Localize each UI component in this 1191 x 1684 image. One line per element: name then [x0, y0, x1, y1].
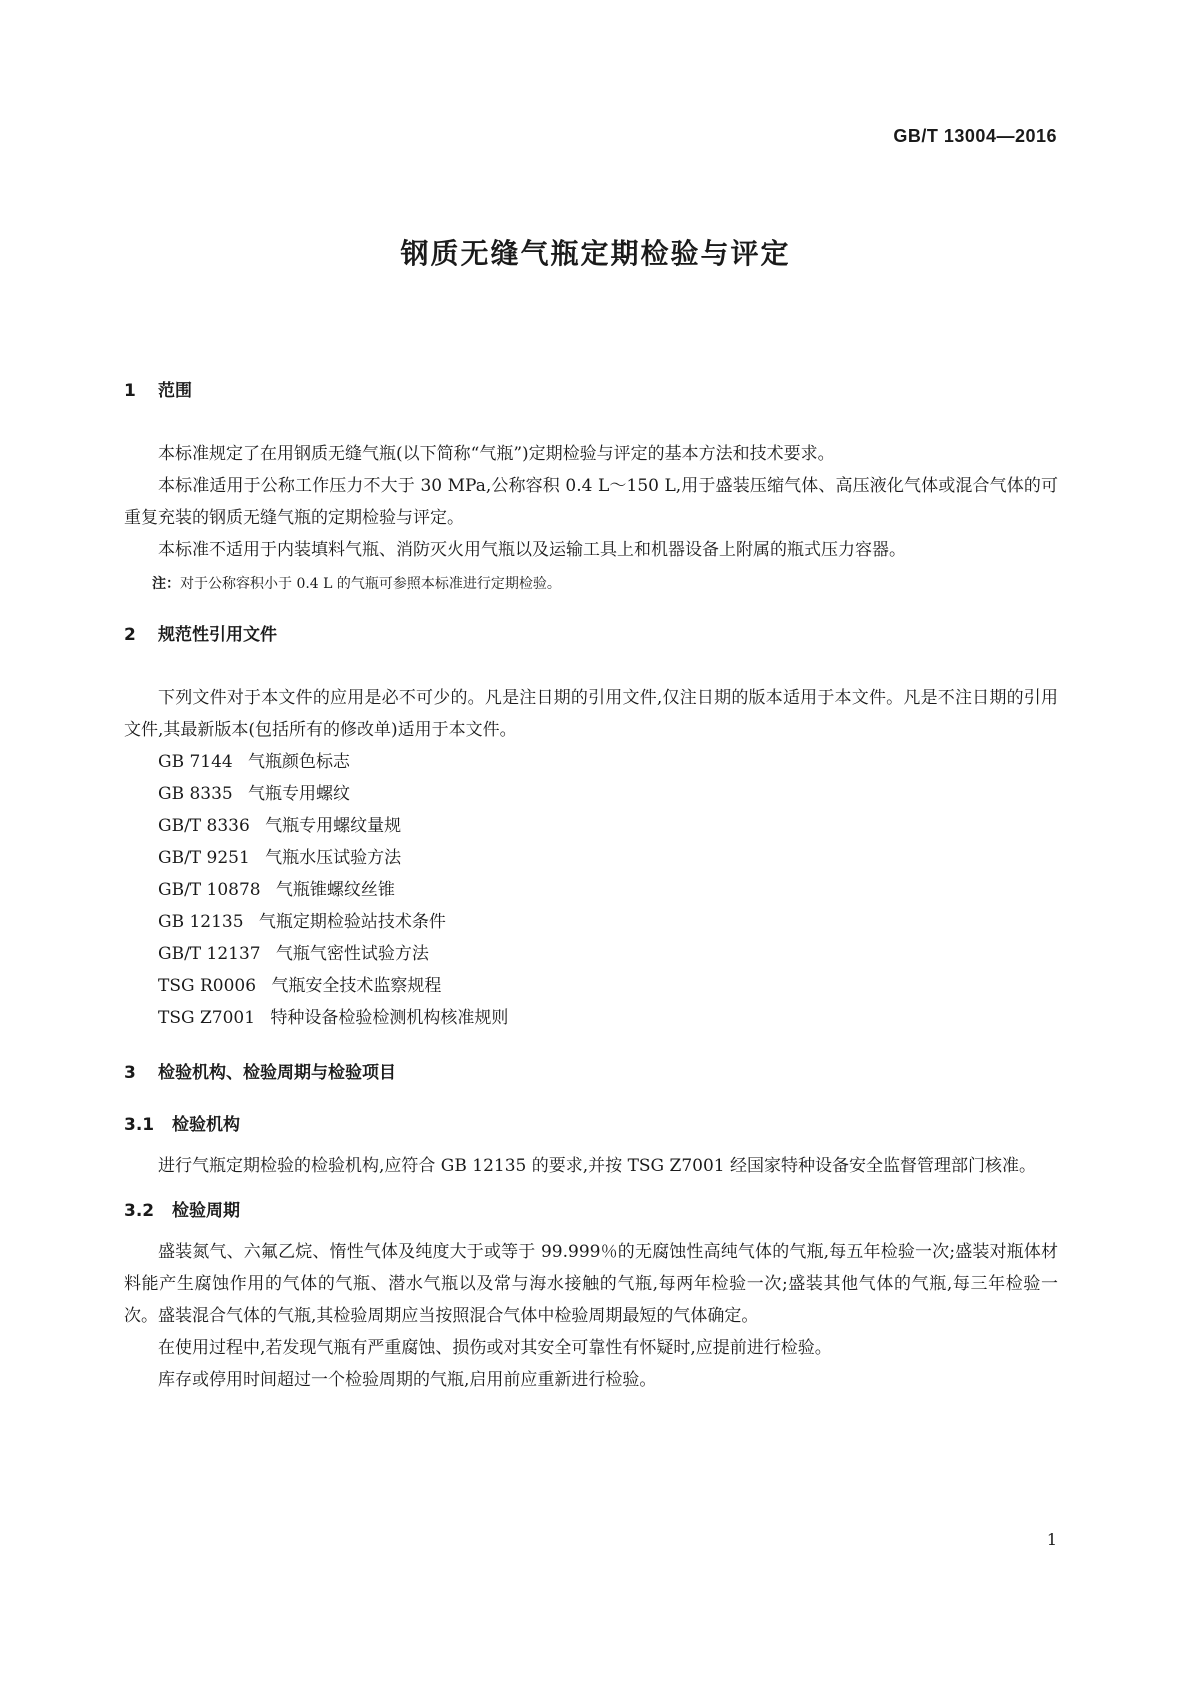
reference-item — [124, 1002, 1058, 1034]
paragraph: 盛装氮气、六氟乙烷、惰性气体及纯度大于或等于 99.999％的无腐蚀性高纯气体的气瓶,每五年检验一次;盛装对瓶体材料能产生腐蚀作用的气体的气瓶、潜水气瓶以及常与海水接触的气瓶,每两年检验一次;盛装其他气体的气瓶,每三年检验一次。盛装混合气体的气瓶,其检验周期应当按照混合气体中检验周期最短的气体确定。 — [124, 1242, 1058, 1326]
paragraph: 本标准不适用于内装填料气瓶、消防灭火用气瓶以及运输工具上和机器设备上附属的瓶式压力容器。 — [158, 540, 906, 560]
reference-name: 气瓶水压试验方法 — [265, 848, 402, 868]
reference-name: 气瓶专用螺纹 — [248, 784, 351, 804]
reference-code: GB/T 8336 — [158, 816, 250, 836]
paragraph: 本标准规定了在用钢质无缝气瓶(以下简称“气瓶”)定期检验与评定的基本方法和技术要求。 — [158, 444, 835, 464]
reference-name: 特种设备检验检测机构核准规则 — [270, 1008, 509, 1028]
section-number: 2 — [124, 625, 136, 645]
reference-code: GB 8335 — [158, 784, 233, 804]
section-2-heading — [124, 622, 1058, 648]
section-title: 检验机构、检验周期与检验项目 — [158, 1063, 396, 1083]
reference-item — [124, 842, 1058, 874]
reference-code: TSG R0006 — [158, 976, 257, 996]
note — [124, 572, 1058, 596]
reference-code: GB/T 10878 — [158, 880, 261, 900]
reference-item — [124, 938, 1058, 970]
reference-code: GB 7144 — [158, 752, 233, 772]
paragraph: 库存或停用时间超过一个检验周期的气瓶,启用前应重新进行检验。 — [158, 1370, 657, 1390]
reference-name: 气瓶专用螺纹量规 — [265, 816, 402, 836]
section-number: 1 — [124, 381, 136, 401]
reference-code: GB/T 9251 — [158, 848, 250, 868]
standard-number: GB/T 13004—2016 — [893, 126, 1057, 146]
subsection-number: 3.1 — [124, 1115, 155, 1135]
reference-item — [124, 970, 1058, 1002]
note-label: 注： — [152, 576, 180, 592]
paragraph: 进行气瓶定期检验的检验机构,应符合 GB 12135 的要求,并按 TSG Z7001 经国家特种设备安全监督管理部门核准。 — [158, 1156, 1037, 1176]
reference-name: 气瓶气密性试验方法 — [275, 944, 429, 964]
reference-item — [124, 874, 1058, 906]
reference-item — [124, 906, 1058, 938]
reference-name: 气瓶锥螺纹丝锥 — [275, 880, 395, 900]
subsection-number: 3.2 — [124, 1201, 155, 1221]
reference-name: 气瓶颜色标志 — [248, 752, 351, 772]
reference-item — [124, 810, 1058, 842]
section-title: 规范性引用文件 — [158, 625, 277, 645]
paragraph: 下列文件对于本文件的应用是必不可少的。凡是注日期的引用文件,仅注日期的版本适用于本文件。凡是不注日期的引用文件,其最新版本(包括所有的修改单)适用于本文件。 — [124, 688, 1058, 740]
reference-code: GB/T 12137 — [158, 944, 261, 964]
section-1-heading — [124, 378, 1058, 404]
section-number: 3 — [124, 1063, 136, 1083]
paragraph: 本标准适用于公称工作压力不大于 30 MPa,公称容积 0.4 L～150 L,用于盛装压缩气体、高压液化气体或混合气体的可重复充装的钢质无缝气瓶的定期检验与评定。 — [124, 476, 1058, 528]
document-title: 钢质无缝气瓶定期检验与评定 — [400, 237, 791, 270]
reference-name: 气瓶定期检验站技术条件 — [258, 912, 446, 932]
paragraph: 在使用过程中,若发现气瓶有严重腐蚀、损伤或对其安全可靠性有怀疑时,应提前进行检验。 — [158, 1338, 832, 1358]
document-body — [124, 378, 1058, 1396]
section-3-heading — [124, 1060, 1058, 1086]
reference-item — [124, 746, 1058, 778]
page-number: 1 — [1046, 1530, 1057, 1549]
subsection-3-1-heading — [124, 1112, 1058, 1138]
note-text: 对于公称容积小于 0.4 L 的气瓶可参照本标准进行定期检验。 — [180, 576, 561, 592]
reference-name: 气瓶安全技术监察规程 — [271, 976, 442, 996]
subsection-3-2-heading — [124, 1198, 1058, 1224]
reference-code: TSG Z7001 — [158, 1008, 256, 1028]
subsection-title: 检验机构 — [172, 1115, 240, 1135]
reference-code: GB 12135 — [158, 912, 244, 932]
subsection-title: 检验周期 — [172, 1201, 240, 1221]
section-title: 范围 — [158, 381, 192, 401]
reference-item — [124, 778, 1058, 810]
